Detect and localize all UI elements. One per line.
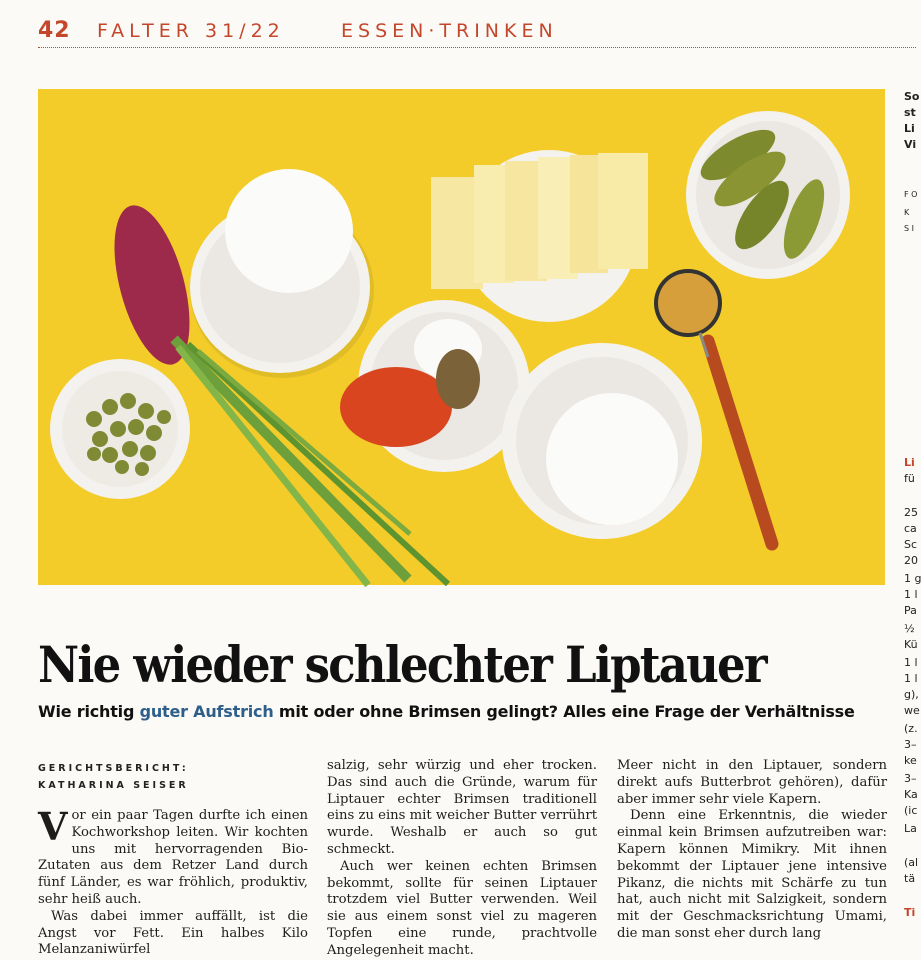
food-photo <box>38 89 885 585</box>
sidebar-fragment: S I <box>904 224 914 233</box>
paragraph: Was dabei immer auffällt, ist die Angst vor Fett. Ein halbes Kilo Melanzaniwürfel <box>38 908 308 958</box>
sidebar-fragment: st <box>904 106 916 119</box>
sidebar-fragment: 1 l <box>904 588 918 601</box>
subtitle-end: mit oder ohne Brimsen gelingt? Alles eine Frage der Verhältnisse <box>273 702 855 721</box>
sidebar-fragment: Li <box>904 122 915 135</box>
sidebar-fragment: 1 l <box>904 672 918 685</box>
sidebar-fragment: Vi <box>904 138 917 151</box>
sidebar-fragment: 1 l <box>904 656 918 669</box>
sidebar-fragment: g), <box>904 688 919 701</box>
paragraph: Denn eine Erkenntnis, die wieder einmal kein Brimsen aufzutreiben war: Kapern können Mimikry. Mit ihnen bekommt der Liptauer jene intensive Pikanz, die nichts mit Schärfe zu tun hat, auch nicht mit Salzigkeit, sondern mit der Geschmacksrichtung Umami, die man sonst eher durch lang <box>617 808 887 941</box>
sidebar-fragment: ke <box>904 754 917 767</box>
article-column-3 <box>617 758 887 943</box>
sidebar-fragment: K <box>904 208 910 217</box>
sidebar-fragment: Sc <box>904 538 918 551</box>
article-title: Nie wieder schlechter Liptauer <box>38 636 766 695</box>
sidebar-fragment: (al <box>904 856 919 869</box>
article-column-1 <box>38 804 308 959</box>
section-name: ESSEN·TRINKEN <box>341 20 558 42</box>
sidebar-fragment: tä <box>904 872 916 885</box>
paragraph: or ein paar Tagen durfte ich einen Kochworkshop leiten. Wir kochten uns mit hervorragenden Bio-Zutaten aus dem Retzer Land durch fünf Länder, es war fröhlich, produktiv, sehr heiß auch. <box>38 808 308 907</box>
article-subtitle <box>38 702 855 721</box>
sidebar-fragment: 3– <box>904 738 917 751</box>
sidebar-fragment: Pa <box>904 604 917 617</box>
sidebar-fragment: 1 g <box>904 572 921 585</box>
sidebar-fragment: F O <box>904 190 918 199</box>
sidebar-fragment: Ka <box>904 788 918 801</box>
sidebar-fragment: La <box>904 822 917 835</box>
sidebar-fragment: 3– <box>904 772 917 785</box>
sidebar-fragment: 20 <box>904 554 918 567</box>
byline-rubric: GERICHTSBERICHT: <box>38 763 189 774</box>
sidebar-fragment: we <box>904 704 920 717</box>
sidebar-fragment: 25 <box>904 506 918 519</box>
sidebar-fragment: (ic <box>904 804 918 817</box>
article-column-2 <box>327 758 597 960</box>
sidebar-recipe-cutoff <box>904 88 921 919</box>
byline <box>38 760 189 794</box>
sidebar-fragment: So <box>904 90 920 103</box>
paragraph: Meer nicht in den Liptauer, sondern direkt aufs Butterbrot gehören), dafür aber immer sehr viele Kapern. <box>617 758 887 807</box>
sidebar-fragment: (z. <box>904 722 918 735</box>
paragraph: Auch wer keinen echten Brimsen bekommt, sollte für seinen Liptauer trotzdem viel Butter verwenden. Weil sie aus einem sonst viel zu mageren Topfen eine runde, prachtvolle Angelegenheit macht. <box>327 858 597 958</box>
header-rule <box>38 47 916 48</box>
sidebar-fragment: ca <box>904 522 917 535</box>
sidebar-fragment: fü <box>904 472 915 485</box>
sidebar-fragment: Ti <box>904 906 916 919</box>
publication-issue: FALTER 31/22 <box>97 20 285 42</box>
byline-author: KATHARINA SEISER <box>38 780 189 791</box>
page-number: 42 <box>38 18 71 43</box>
paragraph: salzig, sehr würzig und eher trocken. Das sind auch die Gründe, warum für Liptauer echter Brimsen traditionell eins zu eins mit weicher Butter verrührt wurde. Weshalb er auch so gut schmeckt. <box>327 758 597 857</box>
drop-cap: V <box>38 804 68 849</box>
page-header <box>0 0 916 48</box>
sidebar-fragment: Kü <box>904 638 918 651</box>
subtitle-start: Wie richtig <box>38 702 140 721</box>
sidebar-fragment: Li <box>904 456 915 469</box>
subtitle-highlight: guter Aufstrich <box>139 702 274 721</box>
sidebar-fragment: ½ <box>904 622 915 635</box>
